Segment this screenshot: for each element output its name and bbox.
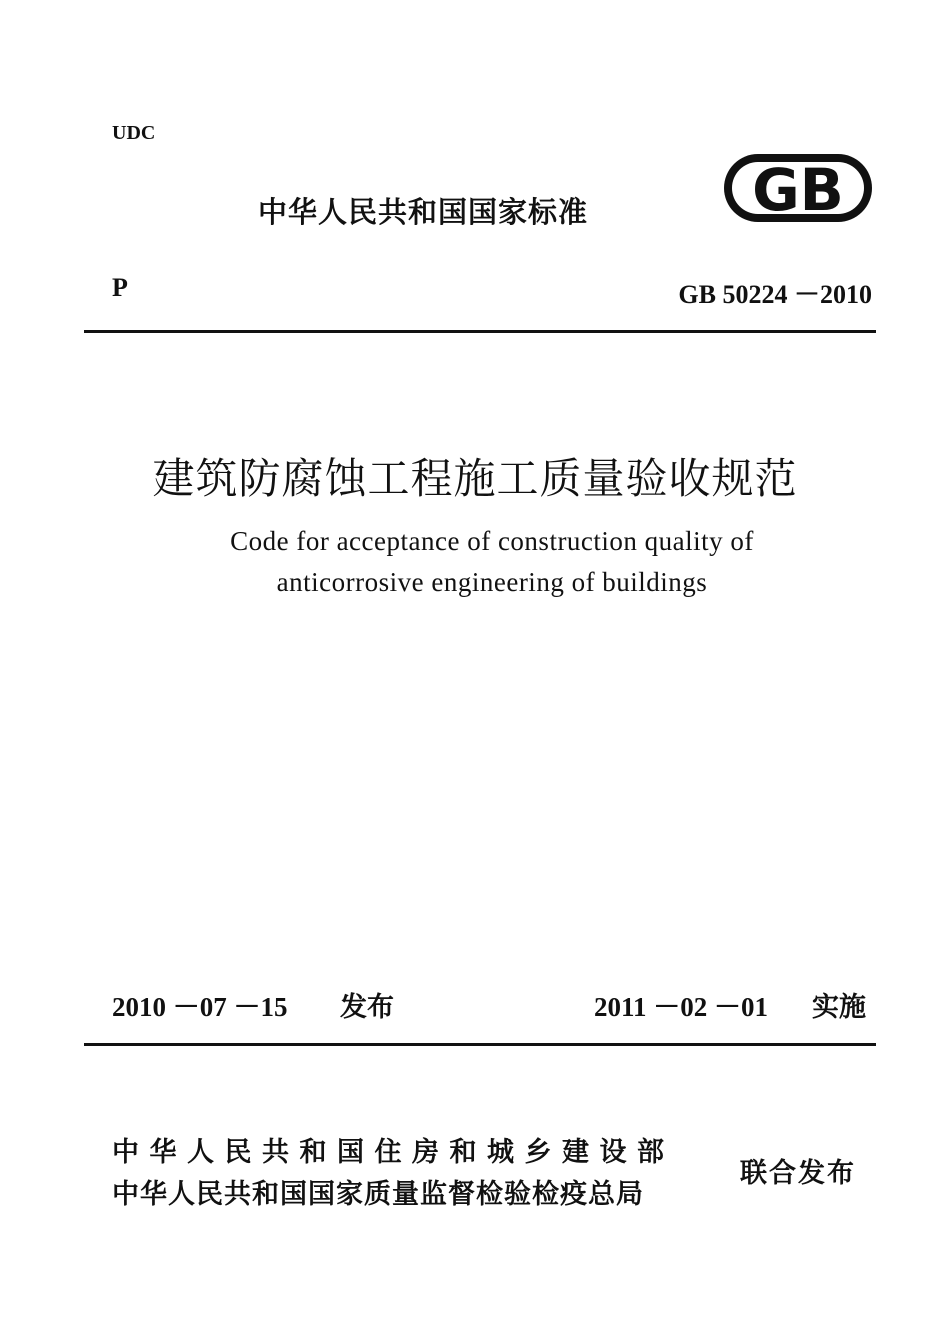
issue-label: 发布 bbox=[340, 992, 394, 1023]
title-english-line-2: anticorrosive engineering of buildings bbox=[276, 567, 708, 597]
classification-code: P bbox=[112, 273, 128, 302]
title-chinese: 建筑防腐蚀工程施工质量验收规范 bbox=[152, 454, 798, 503]
joint-publication-label: 联合发布 bbox=[740, 1158, 856, 1189]
standard-number: GB 50224 －2010 bbox=[678, 280, 872, 309]
publisher-aqsiq: 中华人民共和国国家质量监督检验检疫总局 bbox=[112, 1179, 644, 1210]
udc-label: UDC bbox=[112, 122, 156, 144]
issue-date: 2010 －07 －15 bbox=[112, 992, 288, 1022]
gb-logo-text: GB bbox=[752, 156, 844, 224]
top-divider bbox=[84, 330, 876, 333]
implementation-date: 2011 －02 －01 bbox=[594, 992, 769, 1022]
gb-logo bbox=[722, 150, 874, 226]
implementation-label: 实施 bbox=[812, 992, 866, 1023]
national-standard-heading: 中华人民共和国国家标准 bbox=[258, 195, 589, 229]
bottom-divider bbox=[84, 1043, 876, 1046]
publisher-ministry-housing: 中华人民共和国住房和城乡建设部 bbox=[112, 1137, 675, 1168]
title-english-line-1: Code for acceptance of construction quality of bbox=[230, 526, 754, 556]
